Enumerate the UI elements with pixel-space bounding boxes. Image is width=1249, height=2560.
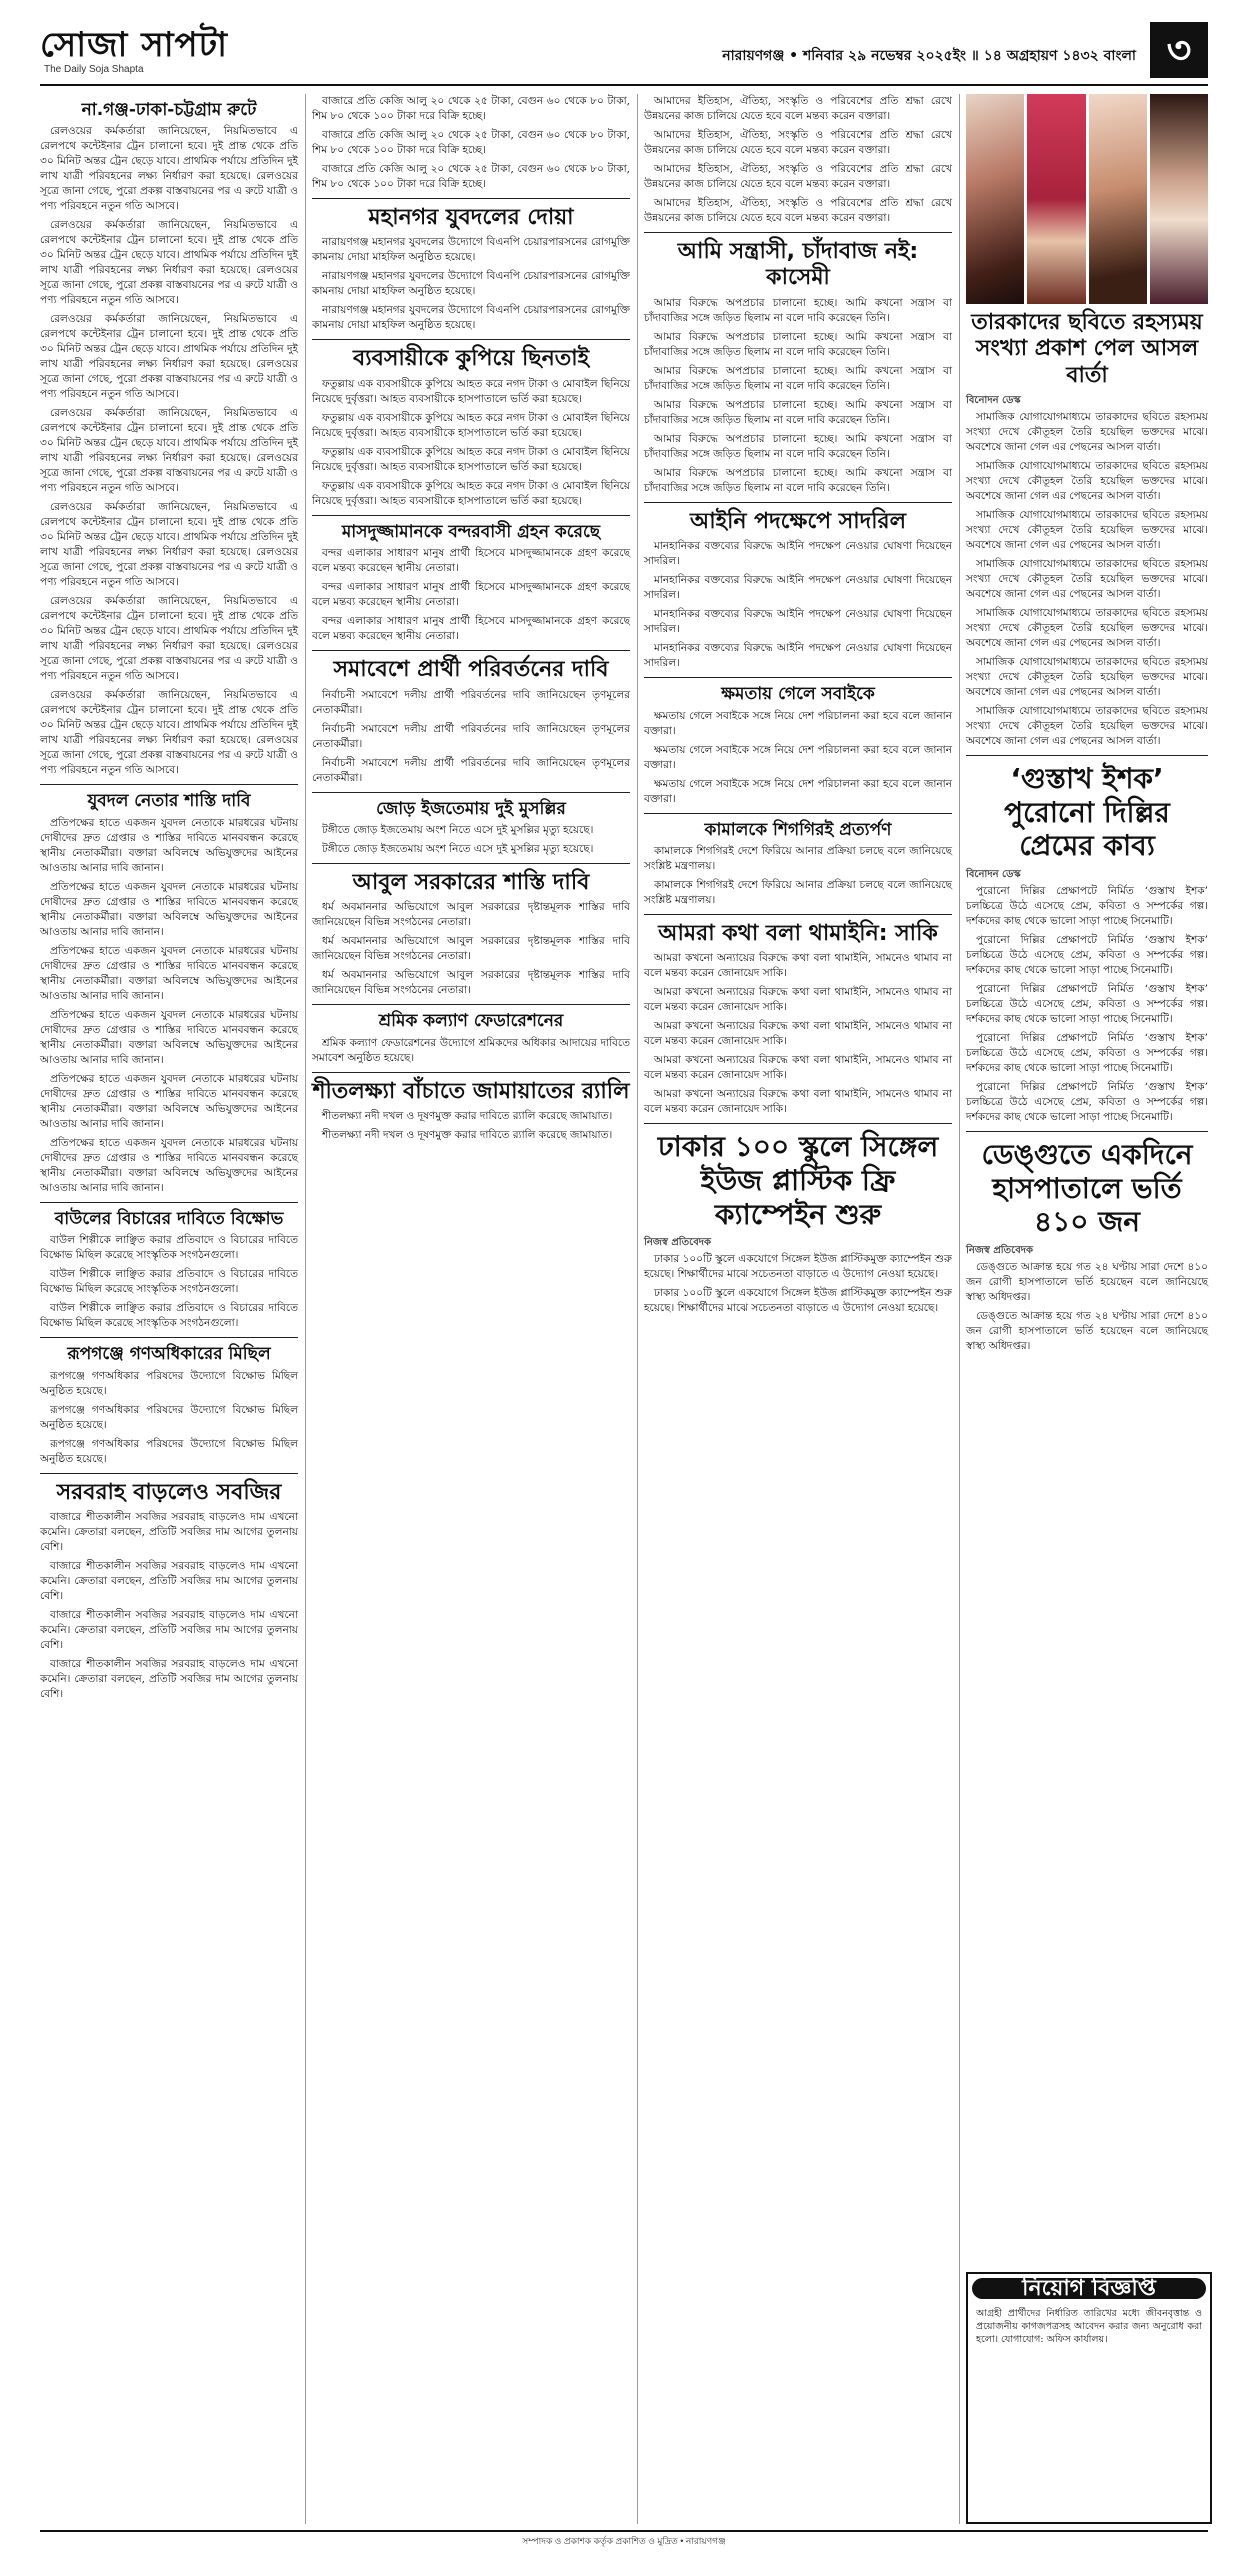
article-text: প্রতিপক্ষের হাতে একজন যুবদল নেতাকে মারধরের ঘটনায় দোষীদের দ্রুত গ্রেপ্তার ও শাস্তির দাবিতে মানববন্ধন করেছে স্থানীয় নেতাকর্মীরা। বক্তারা অবিলম্বে অভিযুক্তদের আইনের আওতায় আনার দাবি জানান।	[40, 816, 298, 874]
article-text: ঢাকার ১০০টি স্কুলে একযোগে সিঙ্গেল ইউজ প্লাস্টিকমুক্ত ক্যাম্পেইন শুরু হয়েছে। শিক্ষার্থীদের মাঝে সচেতনতা বাড়াতে এ উদ্যোগ নেওয়া হয়েছে।	[644, 1253, 952, 1281]
article-text: সামাজিক যোগাযোগমাধ্যমে তারকাদের ছবিতে রহস্যময় সংখ্যা দেখে কৌতূহল তৈরি হয়েছিল ভক্তদের মাঝে। অবশেষে জানা গেল এর পেছনের আসল বার্তা।	[966, 607, 1208, 650]
divider	[312, 515, 630, 516]
newspaper-page	[40, 22, 1208, 2546]
article-text: সামাজিক যোগাযোগমাধ্যমে তারকাদের ছবিতে রহস্যময় সংখ্যা দেখে কৌতূহল তৈরি হয়েছিল ভক্তদের মাঝে। অবশেষে জানা গেল এর পেছনের আসল বার্তা।	[966, 656, 1208, 699]
divider	[40, 1337, 298, 1338]
article-text: ক্ষমতায় গেলে সবাইকে সঙ্গে নিয়ে দেশ পরিচালনা করা হবে বলে জানান বক্তারা।	[644, 777, 952, 805]
article-text: প্রতিপক্ষের হাতে একজন যুবদল নেতাকে মারধরের ঘটনায় দোষীদের দ্রুত গ্রেপ্তার ও শাস্তির দাবিতে মানববন্ধন করেছে স্থানীয় নেতাকর্মীরা। বক্তারা অবিলম্বে অভিযুক্তদের আইনের আওতায় আনার দাবি জানান।	[40, 1072, 298, 1130]
column-1	[40, 94, 298, 1706]
headline: জোড় ইজতেমায় দুই মুসল্লির	[376, 798, 566, 819]
article-text: নারায়ণগঞ্জ মহানগর যুবদলের উদ্যোগে বিএনপি চেয়ারপারসনের রোগমুক্তি কামনায় দোয়া মাহফিল অনুষ্ঠিত হয়েছে।	[312, 304, 630, 332]
headline: যুবদল নেতার শাস্তি দাবি	[87, 791, 251, 812]
headline: সরবরাহ বাড়লেও সবজির	[56, 1479, 282, 1505]
article-text: পুরোনো দিল্লির প্রেক্ষাপটে নির্মিত ‘গুস্তাখ ইশক’ চলচ্চিত্রে উঠে এসেছে প্রেম, কবিতা ও সম্পর্কের গল্প। দর্শকদের কাছ থেকে ভালো সাড়া পাচ্ছে সিনেমাটি।	[966, 884, 1208, 927]
newspaper-title: সোজা সাপটা	[40, 25, 229, 65]
headline: আমি সন্ত্রাসী, চাঁদাবাজ নই: কাসেমী	[677, 239, 919, 291]
divider	[644, 1123, 952, 1124]
article-text: বন্দর এলাকার সাধারণ মানুষ প্রার্থী হিসেবে মাসদুজ্জামানকে গ্রহণ করেছে বলে মন্তব্য করেছেন স্থানীয় নেতারা।	[312, 581, 630, 609]
divider	[644, 232, 952, 233]
article-text: ক্ষমতায় গেলে সবাইকে সঙ্গে নিয়ে দেশ পরিচালনা করা হবে বলে জানান বক্তারা।	[644, 709, 952, 737]
article-text: রূপগঞ্জে গণঅধিকার পরিষদের উদ্যোগে বিক্ষোভ মিছিল অনুষ্ঠিত হয়েছে।	[40, 1437, 298, 1465]
headline: ‘গুস্তাখ ইশক’ পুরোনো দিল্লির প্রেমের কাব্য	[1004, 762, 1170, 863]
divider	[966, 755, 1208, 756]
article-text: বন্দর এলাকার সাধারণ মানুষ প্রার্থী হিসেবে মাসদুজ্জামানকে গ্রহণ করেছে বলে মন্তব্য করেছেন স্থানীয় নেতারা।	[312, 547, 630, 575]
article-text: বাজারে শীতকালীন সবজির সরবরাহ বাড়লেও দাম এখনো কমেনি। ক্রেতারা বলছেন, প্রতিটি সবজির দাম আগের তুলনায় বেশি।	[40, 1559, 298, 1602]
imprint-line: সম্পাদক ও প্রকাশক কর্তৃক প্রকাশিত ও মুদ্রিত • নারায়ণগঞ্জ	[522, 2536, 726, 2546]
divider	[644, 502, 952, 503]
article-text: পুরোনো দিল্লির প্রেক্ষাপটে নির্মিত ‘গুস্তাখ ইশক’ চলচ্চিত্রে উঠে এসেছে প্রেম, কবিতা ও সম্পর্কের গল্প। দর্শকদের কাছ থেকে ভালো সাড়া পাচ্ছে সিনেমাটি।	[966, 933, 1208, 976]
divider	[312, 863, 630, 864]
article-text: বাজারে প্রতি কেজি আলু ২০ থেকে ২৫ টাকা, বেগুন ৬০ থেকে ৮০ টাকা, শিম ৮০ থেকে ১০০ টাকা দরে বিক্রি হচ্ছে।	[312, 95, 630, 122]
headline: ক্ষমতায় গেলে সবাইকে	[721, 684, 875, 705]
article-text: টঙ্গীতে জোড় ইজতেমায় অংশ নিতে এসে দুই মুসল্লির মৃত্যু হয়েছে।	[322, 823, 594, 836]
article-text: বাউল শিল্পীকে লাঞ্ছিত করার প্রতিবাদে ও বিচারের দাবিতে বিক্ষোভ মিছিল করেছে সাংস্কৃতিক সংগঠনগুলো।	[40, 1302, 298, 1330]
photo	[1027, 94, 1085, 304]
article-text: পুরোনো দিল্লির প্রেক্ষাপটে নির্মিত ‘গুস্তাখ ইশক’ চলচ্চিত্রে উঠে এসেছে প্রেম, কবিতা ও সম্পর্কের গল্প। দর্শকদের কাছ থেকে ভালো সাড়া পাচ্ছে সিনেমাটি।	[966, 1080, 1208, 1123]
article-text: সামাজিক যোগাযোগমাধ্যমে তারকাদের ছবিতে রহস্যময় সংখ্যা দেখে কৌতূহল তৈরি হয়েছিল ভক্তদের মাঝে। অবশেষে জানা গেল এর পেছনের আসল বার্তা।	[966, 509, 1208, 552]
divider	[966, 1131, 1208, 1132]
article-text: বাজারে শীতকালীন সবজির সরবরাহ বাড়লেও দাম এখনো কমেনি। ক্রেতারা বলছেন, প্রতিটি সবজির দাম আগের তুলনায় বেশি।	[40, 1608, 298, 1651]
article-text: সামাজিক যোগাযোগমাধ্যমে তারকাদের ছবিতে রহস্যময় সংখ্যা দেখে কৌতূহল তৈরি হয়েছিল ভক্তদের মাঝে। অবশেষে জানা গেল এর পেছনের আসল বার্তা।	[966, 411, 1208, 454]
article-text: আমার বিরুদ্ধে অপপ্রচার চালানো হচ্ছে। আমি কখনো সন্ত্রাস বা চাঁদাবাজির সঙ্গে জড়িত ছিলাম না বলে দাবি করেছেন তিনি।	[644, 296, 952, 324]
article-text: রূপগঞ্জে গণঅধিকার পরিষদের উদ্যোগে বিক্ষোভ মিছিল অনুষ্ঠিত হয়েছে।	[40, 1403, 298, 1431]
article-text: আমরা কখনো অন্যায়ের বিরুদ্ধে কথা বলা থামাইনি, সামনেও থামাব না বলে মন্তব্য করেন জোনায়েদ সাকি।	[644, 1020, 952, 1048]
divider	[312, 1072, 630, 1073]
masthead	[40, 22, 1208, 86]
article-text: শীতলক্ষ্যা নদী দখল ও দূষণমুক্ত করার দাবিতে র‍্যালি করেছে জামায়াত।	[322, 1110, 613, 1123]
article-text: ডেঙ্গুতে আক্রান্ত হয়ে গত ২৪ ঘণ্টায় সারা দেশে ৪১০ জন রোগী হাসপাতালে ভর্তি হয়েছেন বলে জানিয়েছে স্বাস্থ্য অধিদপ্তর।	[966, 1309, 1208, 1352]
article-text: আমাদের ইতিহাস, ঐতিহ্য, সংস্কৃতি ও পরিবেশের প্রতি শ্রদ্ধা রেখে উন্নয়নের কাজ চালিয়ে যেতে হবে বলে মন্তব্য করেন বক্তারা।	[644, 129, 952, 156]
column-divider	[305, 94, 306, 2524]
article-text: প্রতিপক্ষের হাতে একজন যুবদল নেতাকে মারধরের ঘটনায় দোষীদের দ্রুত গ্রেপ্তার ও শাস্তির দাবিতে মানববন্ধন করেছে স্থানীয় নেতাকর্মীরা। বক্তারা অবিলম্বে অভিযুক্তদের আইনের আওতায় আনার দাবি জানান।	[40, 1136, 298, 1194]
article-text: শীতলক্ষ্যা নদী দখল ও দূষণমুক্ত করার দাবিতে র‍্যালি করেছে জামায়াত।	[322, 1129, 613, 1142]
article-text: আমার বিরুদ্ধে অপপ্রচার চালানো হচ্ছে। আমি কখনো সন্ত্রাস বা চাঁদাবাজির সঙ্গে জড়িত ছিলাম না বলে দাবি করেছেন তিনি।	[644, 432, 952, 460]
article-text: ধর্ম অবমাননার অভিযোগে আবুল সরকারের দৃষ্টান্তমূলক শাস্তির দাবি জানিয়েছেন বিভিন্ন সংগঠনের নেতারা।	[312, 935, 630, 963]
article-text: আমরা কখনো অন্যায়ের বিরুদ্ধে কথা বলা থামাইনি, সামনেও থামাব না বলে মন্তব্য করেন জোনায়েদ সাকি।	[644, 1088, 952, 1116]
article-text: রেলওয়ের কর্মকর্তারা জানিয়েছেন, নিয়মিতভাবে এ রেলপথে কন্টেইনার ট্রেন চালানো হবে। দুই প্রান্ত থেকে প্রতি ৩০ মিনিট অন্তর ট্রেন ছেড়ে যাবে। প্রাথমিক পর্যায়ে প্রতিদিন দুই লাখ যাত্রী পরিবহনের লক্ষ্য নির্ধারণ করা হয়েছে। রেলওয়ের সূত্রে জানা গেছে, পুরো প্রকল্প বাস্তবায়নের পর এ রুটে যাত্রী ও পণ্য পরিবহনে নতুন গতি আসবে।	[40, 595, 298, 683]
article-text: আমাদের ইতিহাস, ঐতিহ্য, সংস্কৃতি ও পরিবেশের প্রতি শ্রদ্ধা রেখে উন্নয়নের কাজ চালিয়ে যেতে হবে বলে মন্তব্য করেন বক্তারা।	[644, 163, 952, 190]
article-text: মানহানিকর বক্তব্যের বিরুদ্ধে আইনি পদক্ষেপ নেওয়ার ঘোষণা দিয়েছেন সাদরিল।	[644, 540, 952, 568]
column-2	[312, 94, 630, 1147]
article-text: বাজারে শীতকালীন সবজির সরবরাহ বাড়লেও দাম এখনো কমেনি। ক্রেতারা বলছেন, প্রতিটি সবজির দাম আগের তুলনায় বেশি।	[40, 1510, 298, 1553]
divider	[40, 1202, 298, 1203]
headline: মহানগর যুবদলের দোয়া	[368, 205, 574, 230]
article-text: রেলওয়ের কর্মকর্তারা জানিয়েছেন, নিয়মিতভাবে এ রেলপথে কন্টেইনার ট্রেন চালানো হবে। দুই প্রান্ত থেকে প্রতি ৩০ মিনিট অন্তর ট্রেন ছেড়ে যাবে। প্রাথমিক পর্যায়ে প্রতিদিন দুই লাখ যাত্রী পরিবহনের লক্ষ্য নির্ধারণ করা হয়েছে। রেলওয়ের সূত্রে জানা গেছে, পুরো প্রকল্প বাস্তবায়নের পর এ রুটে যাত্রী ও পণ্য পরিবহনে নতুন গতি আসবে।	[40, 407, 298, 495]
article-text: নারায়ণগঞ্জ মহানগর যুবদলের উদ্যোগে বিএনপি চেয়ারপারসনের রোগমুক্তি কামনায় দোয়া মাহফিল অনুষ্ঠিত হয়েছে।	[312, 270, 630, 298]
article-text: মানহানিকর বক্তব্যের বিরুদ্ধে আইনি পদক্ষেপ নেওয়ার ঘোষণা দিয়েছেন সাদরিল।	[644, 574, 952, 602]
column-divider	[959, 94, 960, 2524]
headline: তারকাদের ছবিতে রহস্যময় সংখ্যা প্রকাশ পেল আসল বার্তা	[971, 310, 1203, 388]
article-text: পুরোনো দিল্লির প্রেক্ষাপটে নির্মিত ‘গুস্তাখ ইশক’ চলচ্চিত্রে উঠে এসেছে প্রেম, কবিতা ও সম্পর্কের গল্প। দর্শকদের কাছ থেকে ভালো সাড়া পাচ্ছে সিনেমাটি।	[966, 982, 1208, 1025]
article-text: বাজারে প্রতি কেজি আলু ২০ থেকে ২৫ টাকা, বেগুন ৬০ থেকে ৮০ টাকা, শিম ৮০ থেকে ১০০ টাকা দরে বিক্রি হচ্ছে।	[312, 129, 630, 156]
article-text: নির্বাচনী সমাবেশে দলীয় প্রার্থী পরিবর্তনের দাবি জানিয়েছেন তৃণমূলের নেতাকর্মীরা।	[312, 722, 630, 750]
article-text: আমরা কখনো অন্যায়ের বিরুদ্ধে কথা বলা থামাইনি, সামনেও থামাব না বলে মন্তব্য করেন জোনায়েদ সাকি।	[644, 986, 952, 1014]
newspaper-subtitle: The Daily Soja Shapta	[44, 64, 144, 75]
headline: আমরা কথা বলা থামাইনি: সাকি	[658, 920, 938, 946]
headline: আবুল সরকারের শাস্তি দাবি	[352, 869, 590, 895]
byline: নিজস্ব প্রতিবেদক	[966, 1244, 1034, 1256]
divider	[312, 650, 630, 651]
headline: রূপগঞ্জে গণঅধিকারের মিছিল	[67, 1344, 271, 1365]
article-text: ধর্ম অবমাননার অভিযোগে আবুল সরকারের দৃষ্টান্তমূলক শাস্তির দাবি জানিয়েছেন বিভিন্ন সংগঠনের নেতারা।	[312, 969, 630, 997]
headline: ঢাকার ১০০ স্কুলে সিঙ্গেল ইউজ প্লাস্টিক ফ্রি ক্যাম্পেইন শুরু	[657, 1130, 939, 1231]
headline: মাসদুজ্জামানকে বন্দরবাসী গ্রহন করেছে	[341, 521, 601, 542]
date-line: নারায়ণগঞ্জ • শনিবার ২৯ নভেম্বর ২০২৫ইং ॥ ১৪ অগ্রহায়ণ ১৪৩২ বাংলা	[722, 48, 1136, 64]
celebrity-photos	[966, 94, 1208, 304]
byline: বিনোদন ডেস্ক	[966, 395, 1021, 407]
logo	[40, 22, 300, 78]
ad-text: আগ্রহী প্রার্থীদের নির্ধারিত তারিখের মধ্যে জীবনবৃত্তান্ত ও প্রয়োজনীয় কাগজপত্রসহ আবেদন করার জন্য অনুরোধ করা হলো। যোগাযোগ: অফিস কার্যালয়।	[976, 2308, 1202, 2345]
photo	[1089, 94, 1147, 304]
article-text: প্রতিপক্ষের হাতে একজন যুবদল নেতাকে মারধরের ঘটনায় দোষীদের দ্রুত গ্রেপ্তার ও শাস্তির দাবিতে মানববন্ধন করেছে স্থানীয় নেতাকর্মীরা। বক্তারা অবিলম্বে অভিযুক্তদের আইনের আওতায় আনার দাবি জানান।	[40, 880, 298, 938]
article-text: ডেঙ্গুতে আক্রান্ত হয়ে গত ২৪ ঘণ্টায় সারা দেশে ৪১০ জন রোগী হাসপাতালে ভর্তি হয়েছেন বলে জানিয়েছে স্বাস্থ্য অধিদপ্তর।	[966, 1260, 1208, 1303]
byline: নিজস্ব প্রতিবেদক	[644, 1237, 712, 1249]
article-text: নারায়ণগঞ্জ মহানগর যুবদলের উদ্যোগে বিএনপি চেয়ারপারসনের রোগমুক্তি কামনায় দোয়া মাহফিল অনুষ্ঠিত হয়েছে।	[312, 236, 630, 264]
article-text: বাজারে প্রতি কেজি আলু ২০ থেকে ২৫ টাকা, বেগুন ৬০ থেকে ৮০ টাকা, শিম ৮০ থেকে ১০০ টাকা দরে বিক্রি হচ্ছে।	[312, 163, 630, 190]
article-text: আমাদের ইতিহাস, ঐতিহ্য, সংস্কৃতি ও পরিবেশের প্রতি শ্রদ্ধা রেখে উন্নয়নের কাজ চালিয়ে যেতে হবে বলে মন্তব্য করেন বক্তারা।	[644, 95, 952, 122]
photo	[1150, 94, 1208, 304]
headline: ব্যবসায়ীকে কুপিয়ে ছিনতাই	[352, 346, 590, 372]
article-text: আমার বিরুদ্ধে অপপ্রচার চালানো হচ্ছে। আমি কখনো সন্ত্রাস বা চাঁদাবাজির সঙ্গে জড়িত ছিলাম না বলে দাবি করেছেন তিনি।	[644, 364, 952, 392]
article-text: সামাজিক যোগাযোগমাধ্যমে তারকাদের ছবিতে রহস্যময় সংখ্যা দেখে কৌতূহল তৈরি হয়েছিল ভক্তদের মাঝে। অবশেষে জানা গেল এর পেছনের আসল বার্তা।	[966, 558, 1208, 601]
article-text: প্রতিপক্ষের হাতে একজন যুবদল নেতাকে মারধরের ঘটনায় দোষীদের দ্রুত গ্রেপ্তার ও শাস্তির দাবিতে মানববন্ধন করেছে স্থানীয় নেতাকর্মীরা। বক্তারা অবিলম্বে অভিযুক্তদের আইনের আওতায় আনার দাবি জানান।	[40, 1008, 298, 1066]
article-text: ক্ষমতায় গেলে সবাইকে সঙ্গে নিয়ে দেশ পরিচালনা করা হবে বলে জানান বক্তারা।	[644, 743, 952, 771]
article-text: রেলওয়ের কর্মকর্তারা জানিয়েছেন, নিয়মিতভাবে এ রেলপথে কন্টেইনার ট্রেন চালানো হবে। দুই প্রান্ত থেকে প্রতি ৩০ মিনিট অন্তর ট্রেন ছেড়ে যাবে। প্রাথমিক পর্যায়ে প্রতিদিন দুই লাখ যাত্রী পরিবহনের লক্ষ্য নির্ধারণ করা হয়েছে। রেলওয়ের সূত্রে জানা গেছে, পুরো প্রকল্প বাস্তবায়নের পর এ রুটে যাত্রী ও পণ্য পরিবহনে নতুন গতি আসবে।	[40, 313, 298, 401]
article-text: কামালকে শিগগিরই দেশে ফিরিয়ে আনার প্রক্রিয়া চলছে বলে জানিয়েছে সংশ্লিষ্ট মন্ত্রণালয়।	[644, 844, 952, 872]
article-text: শ্রমিক কল্যাণ ফেডারেশনের উদ্যোগে শ্রমিকদের অধিকার আদায়ের দাবিতে সমাবেশ অনুষ্ঠিত হয়েছে।	[312, 1036, 630, 1064]
article-text: মানহানিকর বক্তব্যের বিরুদ্ধে আইনি পদক্ষেপ নেওয়ার ঘোষণা দিয়েছেন সাদরিল।	[644, 608, 952, 636]
article-text: ফতুল্লায় এক ব্যবসায়ীকে কুপিয়ে আহত করে নগদ টাকা ও মোবাইল ছিনিয়ে নিয়েছে দুর্বৃত্তরা। আহত ব্যবসায়ীকে হাসপাতালে ভর্তি করা হয়েছে।	[312, 411, 630, 439]
footer-divider	[40, 2530, 1208, 2532]
page-number: ৩	[1150, 22, 1208, 78]
divider	[312, 339, 630, 340]
article-text: বাজারে শীতকালীন সবজির সরবরাহ বাড়লেও দাম এখনো কমেনি। ক্রেতারা বলছেন, প্রতিটি সবজির দাম আগের তুলনায় বেশি।	[40, 1657, 298, 1700]
headline: আইনি পদক্ষেপে সাদরিল	[689, 508, 907, 534]
article-text: ফতুল্লায় এক ব্যবসায়ীকে কুপিয়ে আহত করে নগদ টাকা ও মোবাইল ছিনিয়ে নিয়েছে দুর্বৃত্তরা। আহত ব্যবসায়ীকে হাসপাতালে ভর্তি করা হয়েছে।	[312, 445, 630, 473]
column-divider	[637, 94, 638, 2524]
article-text: সামাজিক যোগাযোগমাধ্যমে তারকাদের ছবিতে রহস্যময় সংখ্যা দেখে কৌতূহল তৈরি হয়েছিল ভক্তদের মাঝে। অবশেষে জানা গেল এর পেছনের আসল বার্তা।	[966, 705, 1208, 748]
headline: ডেঙ্গুতে একদিনে হাসপাতালে ভর্তি ৪১০ জন	[981, 1137, 1193, 1239]
headline: শ্রমিক কল্যাণ ফেডারেশনের	[378, 1011, 564, 1032]
divider	[312, 198, 630, 199]
divider	[40, 784, 298, 785]
article-text: পুরোনো দিল্লির প্রেক্ষাপটে নির্মিত ‘গুস্তাখ ইশক’ চলচ্চিত্রে উঠে এসেছে প্রেম, কবিতা ও সম্পর্কের গল্প। দর্শকদের কাছ থেকে ভালো সাড়া পাচ্ছে সিনেমাটি।	[966, 1031, 1208, 1074]
column-4	[966, 94, 1208, 1358]
article-text: প্রতিপক্ষের হাতে একজন যুবদল নেতাকে মারধরের ঘটনায় দোষীদের দ্রুত গ্রেপ্তার ও শাস্তির দাবিতে মানববন্ধন করেছে স্থানীয় নেতাকর্মীরা। বক্তারা অবিলম্বে অভিযুক্তদের আইনের আওতায় আনার দাবি জানান।	[40, 944, 298, 1002]
ad-title: নিয়োগ বিজ্ঞপ্তি	[972, 2278, 1206, 2299]
article-text: ধর্ম অবমাননার অভিযোগে আবুল সরকারের দৃষ্টান্তমূলক শাস্তির দাবি জানিয়েছেন বিভিন্ন সংগঠনের নেতারা।	[312, 901, 630, 929]
photo	[966, 94, 1024, 304]
divider	[40, 1473, 298, 1474]
article-text: রেলওয়ের কর্মকর্তারা জানিয়েছেন, নিয়মিতভাবে এ রেলপথে কন্টেইনার ট্রেন চালানো হবে। দুই প্রান্ত থেকে প্রতি ৩০ মিনিট অন্তর ট্রেন ছেড়ে যাবে। প্রাথমিক পর্যায়ে প্রতিদিন দুই লাখ যাত্রী পরিবহনের লক্ষ্য নির্ধারণ করা হয়েছে। রেলওয়ের সূত্রে জানা গেছে, পুরো প্রকল্প বাস্তবায়নের পর এ রুটে যাত্রী ও পণ্য পরিবহনে নতুন গতি আসবে।	[40, 689, 298, 777]
divider	[312, 1004, 630, 1005]
headline: শীতলক্ষ্যা বাঁচাতে জামায়াতের র‍্যালি	[312, 1078, 630, 1104]
article-text: রেলওয়ের কর্মকর্তারা জানিয়েছেন, নিয়মিতভাবে এ রেলপথে কন্টেইনার ট্রেন চালানো হবে। দুই প্রান্ত থেকে প্রতি ৩০ মিনিট অন্তর ট্রেন ছেড়ে যাবে। প্রাথমিক পর্যায়ে প্রতিদিন দুই লাখ যাত্রী পরিবহনের লক্ষ্য নির্ধারণ করা হয়েছে। রেলওয়ের সূত্রে জানা গেছে, পুরো প্রকল্প বাস্তবায়নের পর এ রুটে যাত্রী ও পণ্য পরিবহনে নতুন গতি আসবে।	[40, 219, 298, 307]
article-text: আমার বিরুদ্ধে অপপ্রচার চালানো হচ্ছে। আমি কখনো সন্ত্রাস বা চাঁদাবাজির সঙ্গে জড়িত ছিলাম না বলে দাবি করেছেন তিনি।	[644, 398, 952, 426]
divider	[644, 914, 952, 915]
article-text: মানহানিকর বক্তব্যের বিরুদ্ধে আইনি পদক্ষেপ নেওয়ার ঘোষণা দিয়েছেন সাদরিল।	[644, 642, 952, 670]
article-text: রেলওয়ের কর্মকর্তারা জানিয়েছেন, নিয়মিতভাবে এ রেলপথে কন্টেইনার ট্রেন চালানো হবে। দুই প্রান্ত থেকে প্রতি ৩০ মিনিট অন্তর ট্রেন ছেড়ে যাবে। প্রাথমিক পর্যায়ে প্রতিদিন দুই লাখ যাত্রী পরিবহনের লক্ষ্য নির্ধারণ করা হয়েছে। রেলওয়ের সূত্রে জানা গেছে, পুরো প্রকল্প বাস্তবায়নের পর এ রুটে যাত্রী ও পণ্য পরিবহনে নতুন গতি আসবে।	[40, 125, 298, 213]
article-text: সামাজিক যোগাযোগমাধ্যমে তারকাদের ছবিতে রহস্যময় সংখ্যা দেখে কৌতূহল তৈরি হয়েছিল ভক্তদের মাঝে। অবশেষে জানা গেল এর পেছনের আসল বার্তা।	[966, 460, 1208, 503]
article-text: নির্বাচনী সমাবেশে দলীয় প্রার্থী পরিবর্তনের দাবি জানিয়েছেন তৃণমূলের নেতাকর্মীরা।	[312, 688, 630, 716]
article-text: ঢাকার ১০০টি স্কুলে একযোগে সিঙ্গেল ইউজ প্লাস্টিকমুক্ত ক্যাম্পেইন শুরু হয়েছে। শিক্ষার্থীদের মাঝে সচেতনতা বাড়াতে এ উদ্যোগ নেওয়া হয়েছে।	[644, 1287, 952, 1315]
article-text: বাউল শিল্পীকে লাঞ্ছিত করার প্রতিবাদে ও বিচারের দাবিতে বিক্ষোভ মিছিল করেছে সাংস্কৃতিক সংগঠনগুলো।	[40, 1268, 298, 1296]
article-text: টঙ্গীতে জোড় ইজতেমায় অংশ নিতে এসে দুই মুসল্লির মৃত্যু হয়েছে।	[322, 842, 594, 855]
byline: বিনোদন ডেস্ক	[966, 868, 1021, 880]
divider	[644, 677, 952, 678]
article-text: রেলওয়ের কর্মকর্তারা জানিয়েছেন, নিয়মিতভাবে এ রেলপথে কন্টেইনার ট্রেন চালানো হবে। দুই প্রান্ত থেকে প্রতি ৩০ মিনিট অন্তর ট্রেন ছেড়ে যাবে। প্রাথমিক পর্যায়ে প্রতিদিন দুই লাখ যাত্রী পরিবহনের লক্ষ্য নির্ধারণ করা হয়েছে। রেলওয়ের সূত্রে জানা গেছে, পুরো প্রকল্প বাস্তবায়নের পর এ রুটে যাত্রী ও পণ্য পরিবহনে নতুন গতি আসবে।	[40, 501, 298, 589]
article-text: আমাদের ইতিহাস, ঐতিহ্য, সংস্কৃতি ও পরিবেশের প্রতি শ্রদ্ধা রেখে উন্নয়নের কাজ চালিয়ে যেতে হবে বলে মন্তব্য করেন বক্তারা।	[644, 197, 952, 224]
article-text: রূপগঞ্জে গণঅধিকার পরিষদের উদ্যোগে বিক্ষোভ মিছিল অনুষ্ঠিত হয়েছে।	[40, 1369, 298, 1397]
article-text: কামালকে শিগগিরই দেশে ফিরিয়ে আনার প্রক্রিয়া চলছে বলে জানিয়েছে সংশ্লিষ্ট মন্ত্রণালয়।	[644, 878, 952, 906]
divider	[312, 792, 630, 793]
article-text: ফতুল্লায় এক ব্যবসায়ীকে কুপিয়ে আহত করে নগদ টাকা ও মোবাইল ছিনিয়ে নিয়েছে দুর্বৃত্তরা। আহত ব্যবসায়ীকে হাসপাতালে ভর্তি করা হয়েছে।	[312, 377, 630, 405]
article-text: আমরা কখনো অন্যায়ের বিরুদ্ধে কথা বলা থামাইনি, সামনেও থামাব না বলে মন্তব্য করেন জোনায়েদ সাকি।	[644, 952, 952, 980]
column-3	[644, 94, 952, 1320]
article-text: আমার বিরুদ্ধে অপপ্রচার চালানো হচ্ছে। আমি কখনো সন্ত্রাস বা চাঁদাবাজির সঙ্গে জড়িত ছিলাম না বলে দাবি করেছেন তিনি।	[644, 330, 952, 358]
divider	[644, 813, 952, 814]
article-text: আমার বিরুদ্ধে অপপ্রচার চালানো হচ্ছে। আমি কখনো সন্ত্রাস বা চাঁদাবাজির সঙ্গে জড়িত ছিলাম না বলে দাবি করেছেন তিনি।	[644, 466, 952, 494]
article-text: বন্দর এলাকার সাধারণ মানুষ প্রার্থী হিসেবে মাসদুজ্জামানকে গ্রহণ করেছে বলে মন্তব্য করেছেন স্থানীয় নেতারা।	[312, 615, 630, 643]
headline: সমাবেশে প্রার্থী পরিবর্তনের দাবি	[333, 657, 609, 683]
article-text: ফতুল্লায় এক ব্যবসায়ীকে কুপিয়ে আহত করে নগদ টাকা ও মোবাইল ছিনিয়ে নিয়েছে দুর্বৃত্তরা। আহত ব্যবসায়ীকে হাসপাতালে ভর্তি করা হয়েছে।	[312, 479, 630, 507]
job-advertisement	[966, 2272, 1212, 2524]
headline: কামালকে শিগগিরই প্রত্যর্পণ	[704, 819, 892, 840]
article-text: বাউল শিল্পীকে লাঞ্ছিত করার প্রতিবাদে ও বিচারের দাবিতে বিক্ষোভ মিছিল করেছে সাংস্কৃতিক সংগঠনগুলো।	[40, 1234, 298, 1262]
article-text: নির্বাচনী সমাবেশে দলীয় প্রার্থী পরিবর্তনের দাবি জানিয়েছেন তৃণমূলের নেতাকর্মীরা।	[312, 756, 630, 784]
headline: বাউলের বিচারের দাবিতে বিক্ষোভ	[54, 1208, 284, 1229]
headline: না.গঞ্জ-ঢাকা-চট্টগ্রাম রুটে	[81, 100, 257, 120]
article-text: আমরা কখনো অন্যায়ের বিরুদ্ধে কথা বলা থামাইনি, সামনেও থামাব না বলে মন্তব্য করেন জোনায়েদ সাকি।	[644, 1054, 952, 1082]
